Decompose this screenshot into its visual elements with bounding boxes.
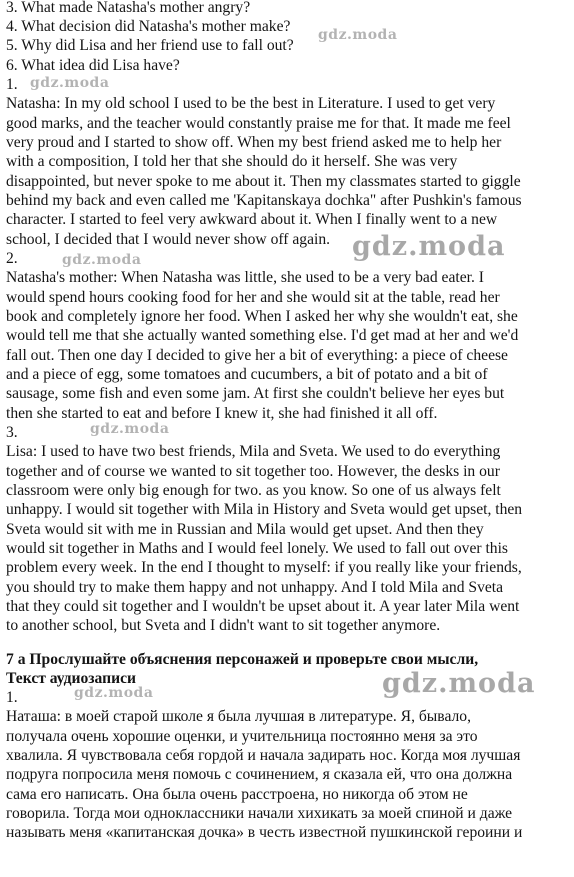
question-3: 3. What made Natasha's mother angry? [6,0,251,16]
text-line: говорила. Тогда мои одноклассники начали хихикать за моей спиной и даже [6,805,513,822]
text-line: fall out. Then one day I decided to give her a bit of everything: a piece of cheese [6,347,508,364]
text-line: book and completely ignore her food. When I asked her why she wouldn't eat, she [6,308,518,325]
text-line: with a composition, I told her that she should do it herself. She was very [6,153,458,170]
text-line: называть меня «капитанская дочка» в честь известной пушкинской героини и [6,824,523,841]
section-number: 3. [6,424,18,441]
section-number: 1. [6,76,18,93]
text-line: you should try to make them happy and not unhappy. And I told Mila and Sveta [6,579,504,596]
watermark: gdz.moda [30,75,110,91]
text-line: good marks, and the teacher would constantly praise me for that. It made me feel [6,115,511,132]
text-line: would sit together in Maths and I would feel lonely. We used to fall out over this [6,540,508,557]
watermark: gdz.moda [352,231,506,262]
text-line: character. I started to feel very awkward about it. When I finally went to a new [6,211,498,228]
text-line: Sveta would sit with me in Russian and Mila would get upset. And then they [6,521,484,538]
text-line: classroom were only big enough for two. as you know. So one of us always felt [6,482,501,499]
text-line: to another school, but Sveta and I didn't want to sit together anymore. [6,617,441,634]
text-line: school, I decided that I would never show off again. [6,231,331,248]
text-line: Lisa: I used to have two best friends, Mila and Sveta. We used to do everything [6,443,501,460]
question-5: 5. Why did Lisa and her friend use to fall out? [6,37,294,54]
text-line: disappointed, but never spoke to me about it. Then my classmates started to giggle [6,173,521,190]
text-line: sausage, some fish and even some jam. At first she couldn't believe her eyes but [6,385,505,402]
text-line: that they could sit together and I wouldn't be upset about it. A year later Mila went [6,598,520,615]
question-4: 4. What decision did Natasha's mother make? [6,18,291,35]
text-line: very proud and I started to show off. When my best friend asked me to help her [6,134,502,151]
watermark: gdz.moda [62,252,142,268]
task-subheading: Текст аудиозаписи [6,670,137,687]
text-line: and a piece of egg, some tomatoes and cucumbers, a bit of potato and a bit of [6,366,488,383]
text-line: Наташа: в моей старой школе я была лучшая в литературе. Я, бывало, [6,708,471,725]
text-line: then she started to eat and before I knew it, she had finished it all off. [6,405,438,422]
text-line: together and of course we wanted to sit together too. However, the desks in our [6,463,500,480]
watermark: gdz.moda [74,685,154,701]
text-line: problem every week. In the end I thought to myself: if you really like your friends, [6,559,522,576]
task-heading: 7 а Прослушайте объяснения персонажей и проверьте свои мысли, [6,651,479,668]
text-line: behind my back and even called me 'Kapitanskaya dochka" after Pushkin's famous [6,192,522,209]
text-line: Natasha's mother: When Natasha was little, she used to be a very bad eater. I [6,269,484,286]
text-line: unhappy. I would sit together with Mila in History and Sveta would get upset, then [6,501,523,518]
text-line: would spend hours cooking food for her and she would sit at the table, read her [6,289,500,306]
text-line: сама его написать. Она была очень расстроена, но никогда об этом не [6,786,468,803]
section-number: 1. [6,689,18,706]
text-line: Natasha: In my old school I used to be the best in Literature. I used to get very [6,95,496,112]
text-line: получала очень хорошие оценки, и учительница постоянно меня за это [6,728,478,745]
text-line: подруга попросила меня помочь с сочинением, я сказала ей, что она должна [6,766,513,783]
section-number: 2. [6,250,18,267]
watermark: gdz.moda [318,27,398,43]
text-line: would tell me that she actually wanted something else. I'd get mad at her and we'd [6,327,519,344]
watermark: gdz.moda [90,421,170,437]
question-6: 6. What idea did Lisa have? [6,57,180,74]
text-line: хвалила. Я чувствовала себя гордой и начала задирать нос. Когда моя лучшая [6,747,521,764]
watermark: gdz.moda [382,668,536,699]
